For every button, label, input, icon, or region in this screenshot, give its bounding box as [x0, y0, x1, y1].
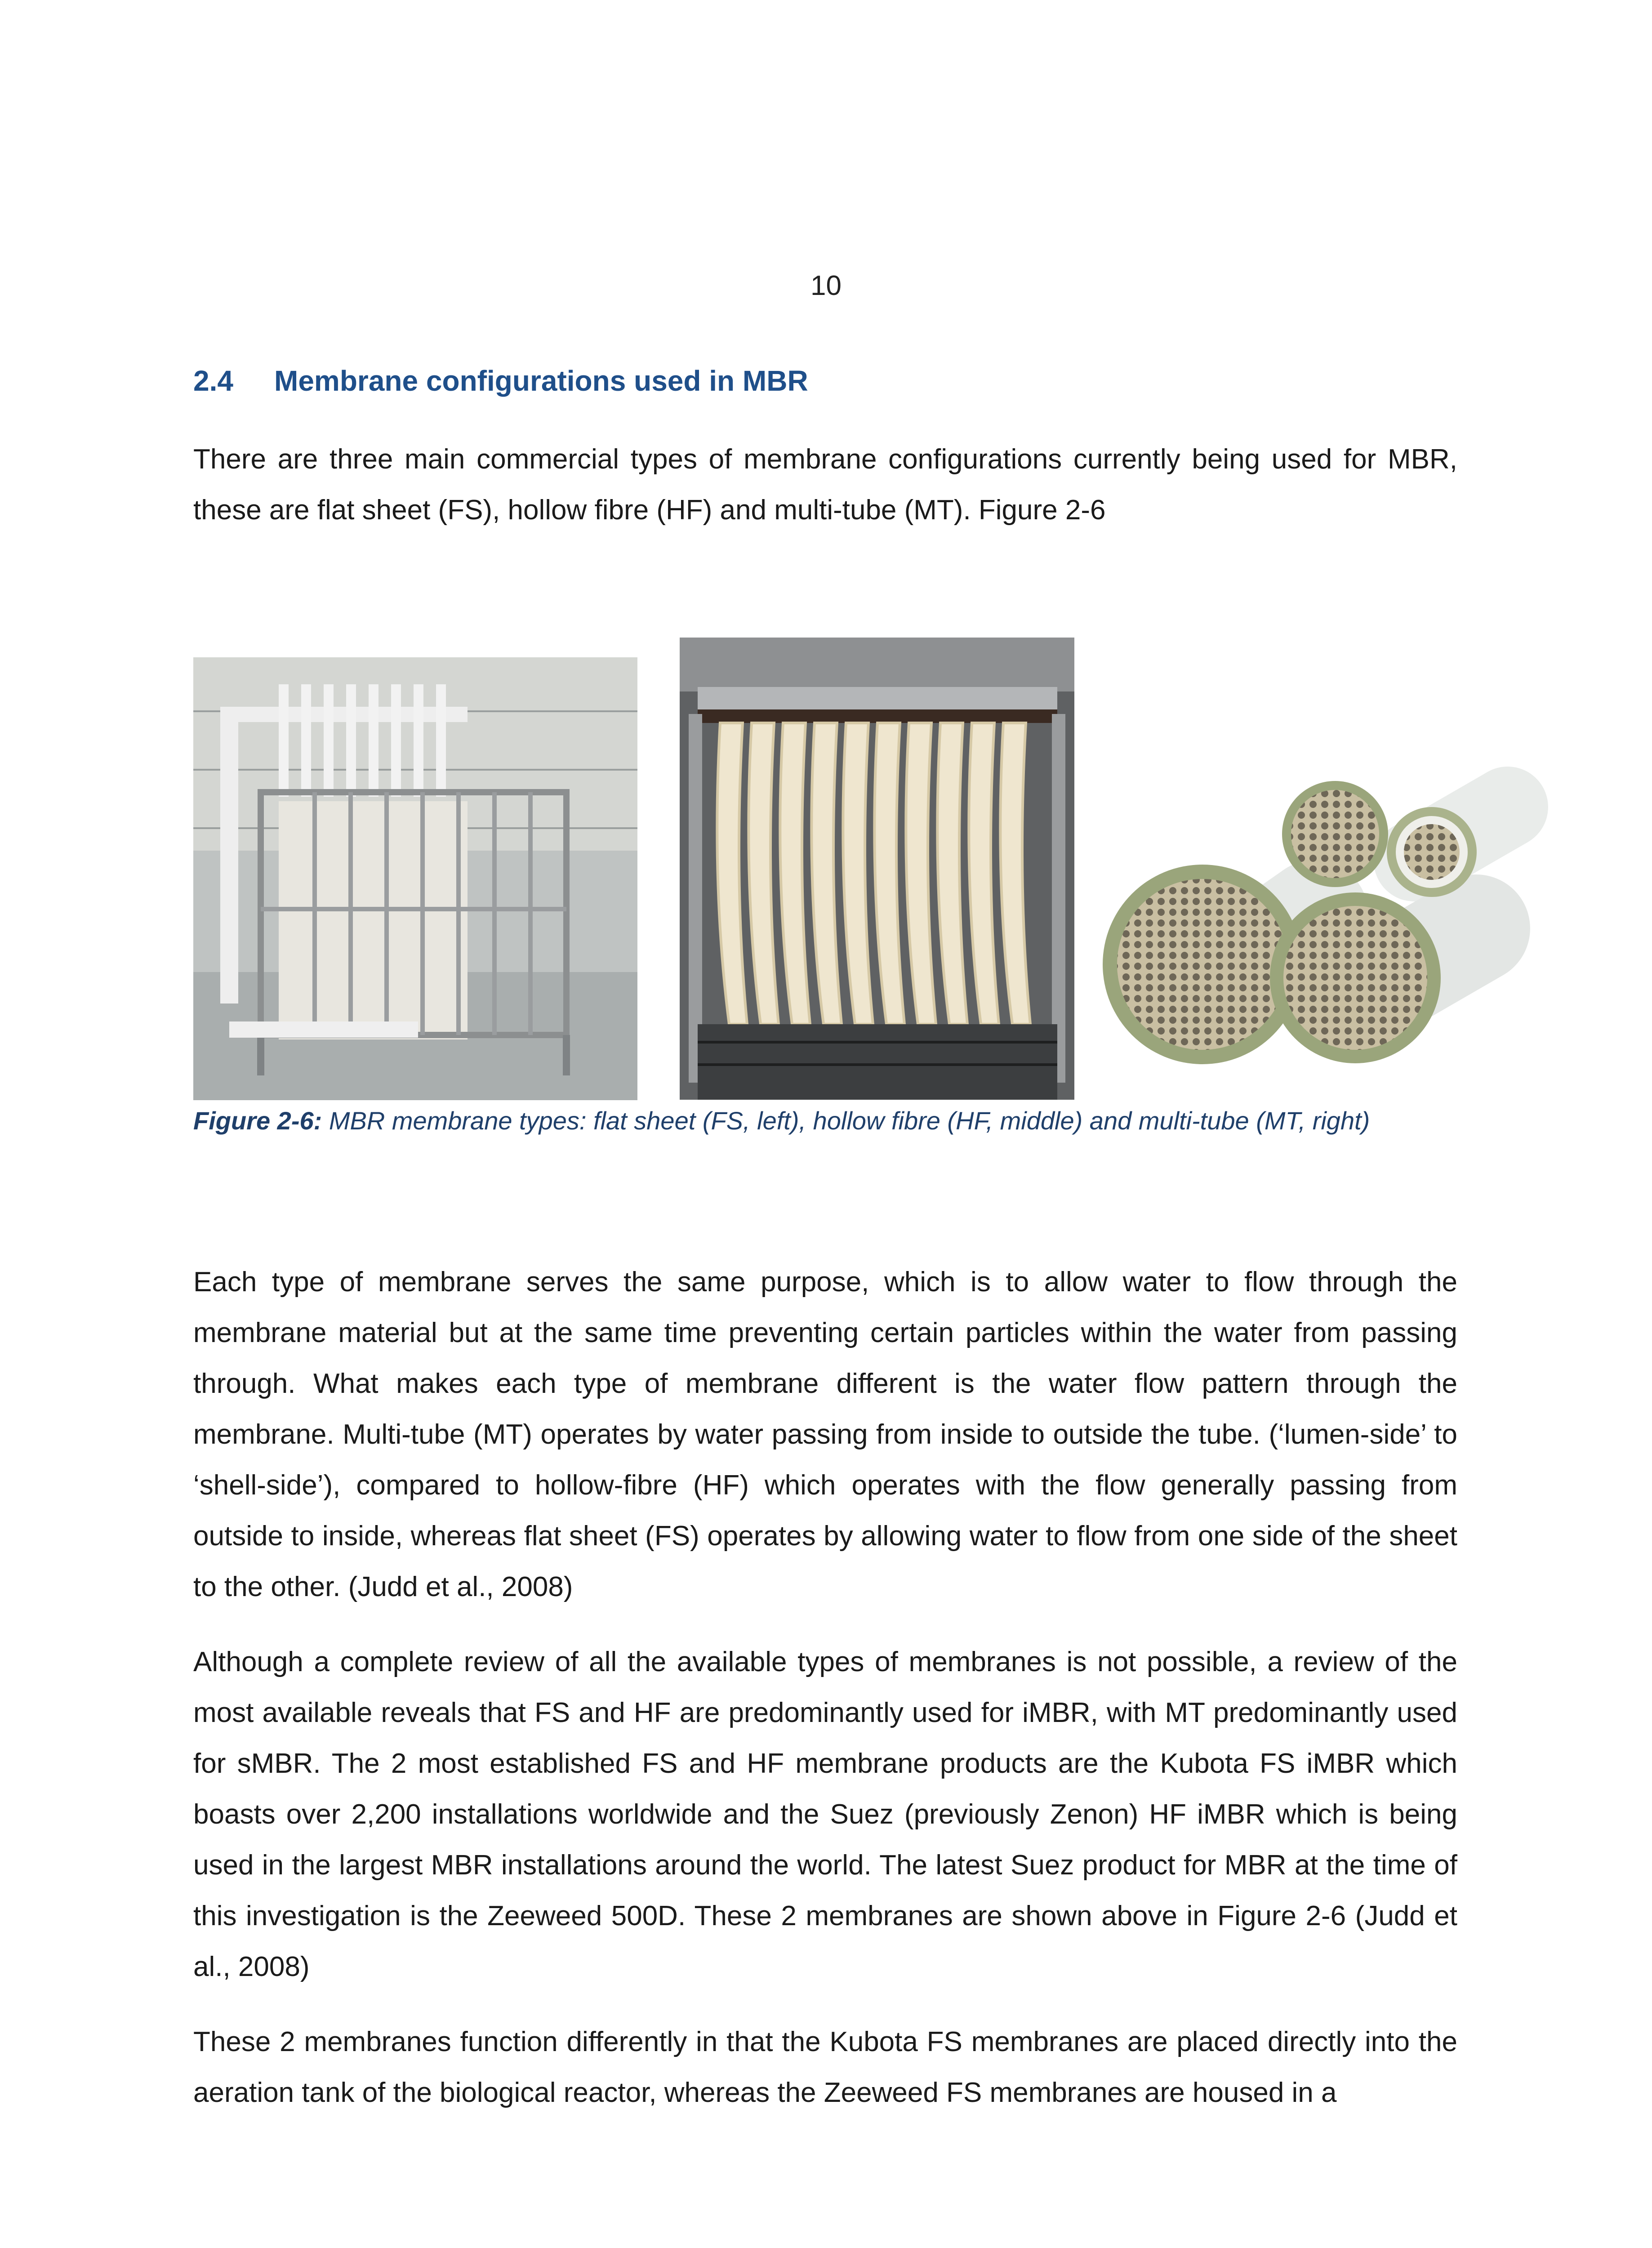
section-number: 2.4 [193, 365, 233, 397]
flat-sheet-module-photo [193, 657, 637, 1100]
multi-tube-module-photo [1097, 767, 1567, 1070]
hollow-fibre-module-photo [680, 638, 1074, 1100]
intro-paragraph: There are three main commercial types of membrane configurations currently being used for MBR, these are flat sheet (FS), hollow fibre (HF) and multi-tube (MT). Figure 2-6 [193, 444, 1457, 526]
figure-caption-text: MBR membrane types: flat sheet (FS, left), hollow fibre (HF, middle) and multi-tube (MT, right) [322, 1106, 1370, 1135]
figure-label: Figure 2-6: [193, 1106, 322, 1135]
figure-caption [193, 1104, 1407, 1138]
section-title: Membrane configurations used in MBR [274, 365, 808, 397]
body-paragraph-1: Each type of membrane serves the same purpose, which is to allow water to flow through the membrane material but at the same time preventing certain particles within the water from passing through. What makes each type of membrane different is the water flow pattern through the membrane. Multi-tube (MT) operates by water passing from inside to outside the tube. (‘lumen-side’ to ‘shell-side’), compared to hollow-fibre (HF) which operates with the flow generally passing from outside to inside, whereas flat sheet (FS) operates by allowing water to flow from one side of the sheet to the other. (Judd et al., 2008) [193, 1267, 1457, 1602]
body-paragraph-3: These 2 membranes function differently in that the Kubota FS membranes are placed directly into the aeration tank of the biological reactor, whereas the Zeeweed FS membranes are housed in a [193, 2026, 1457, 2108]
page-number: 10 [810, 270, 842, 301]
body-paragraph-2: Although a complete review of all the available types of membranes is not possible, a review of the most available reveals that FS and HF are predominantly used for iMBR, with MT predominantly used for sMBR. The 2 most established FS and HF membrane products are the Kubota FS iMBR which boasts over 2,200 installations worldwide and the Suez (previously Zenon) HF iMBR which is being used in the largest MBR installations around the world. The latest Suez product for MBR at the time of this investigation is the Zeeweed 500D. These 2 membranes are shown above in Figure 2-6 (Judd et al., 2008) [193, 1646, 1457, 1982]
section-heading [193, 364, 1452, 397]
